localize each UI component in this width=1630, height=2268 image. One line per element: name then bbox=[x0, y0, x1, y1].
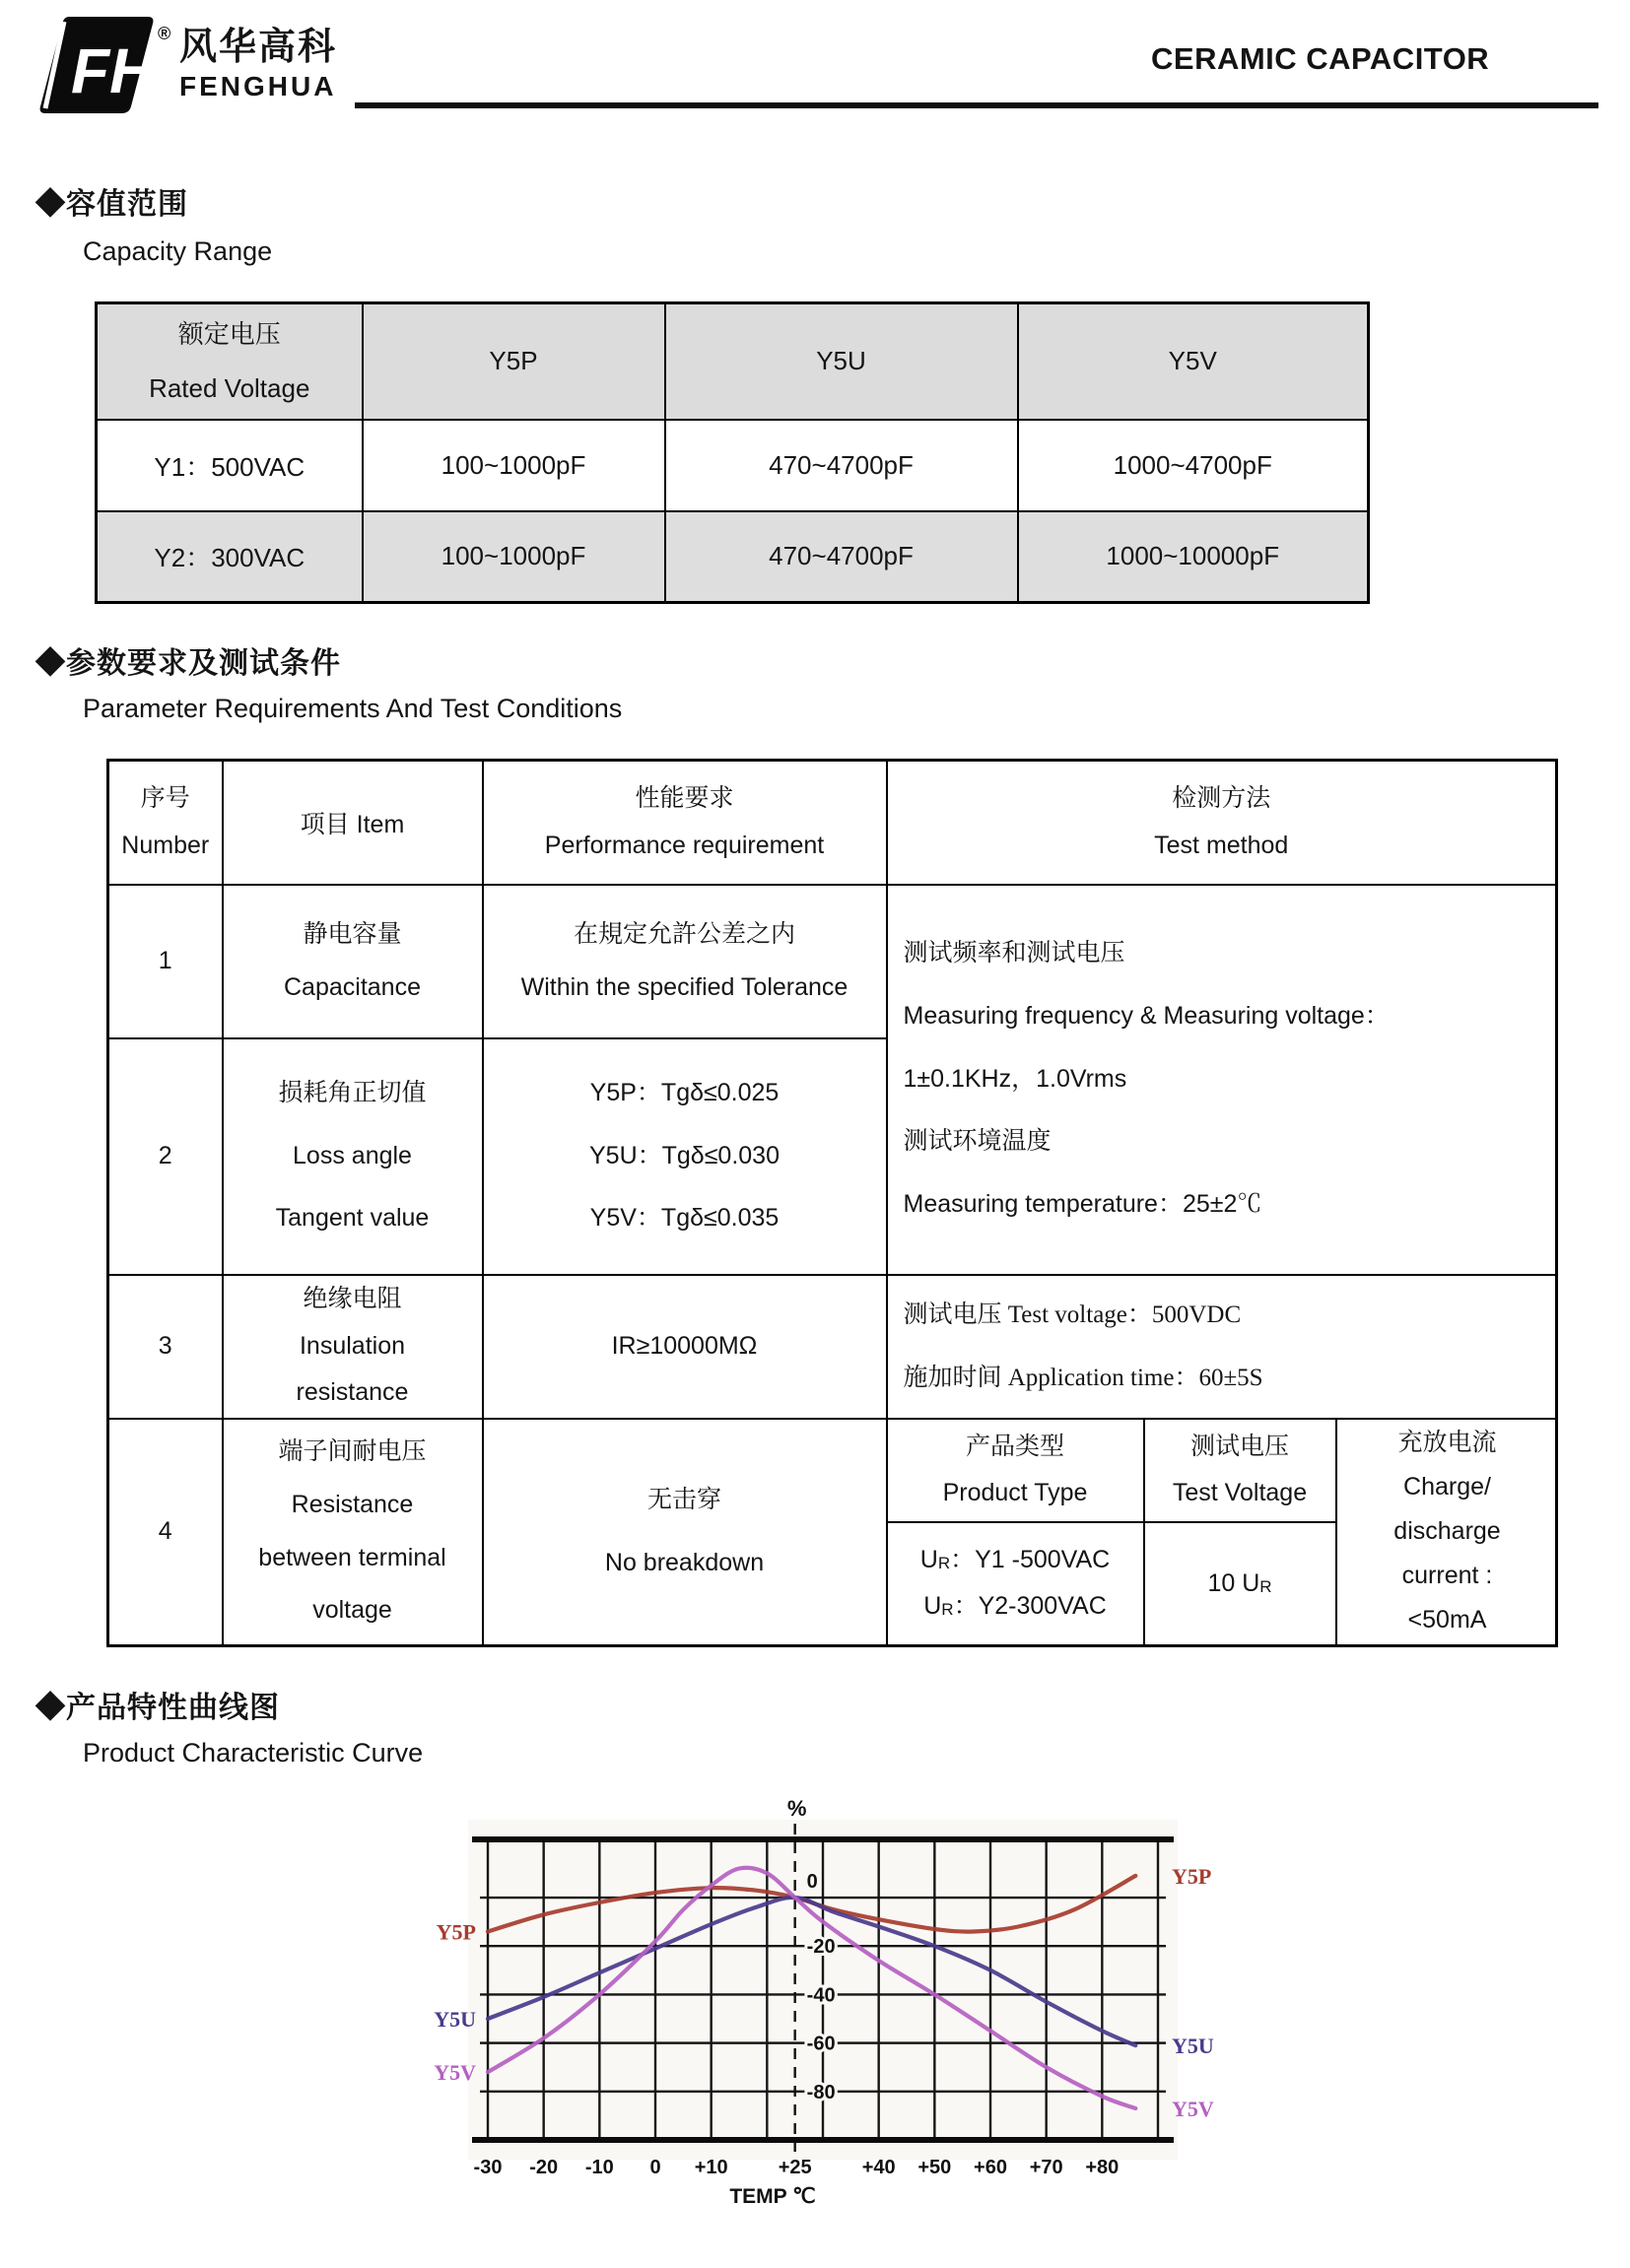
charge-line: discharge bbox=[1393, 1517, 1501, 1545]
section3-heading-cn: ◆产品特性曲线图 bbox=[35, 1692, 280, 1724]
method-header bbox=[887, 761, 1557, 885]
registered-trademark-icon: ® bbox=[158, 24, 171, 43]
characteristic-curve-chart bbox=[414, 1795, 1232, 2209]
x-tick-label: -10 bbox=[584, 2157, 614, 2178]
table-header-row bbox=[97, 303, 1369, 420]
charge-line: <50mA bbox=[1407, 1606, 1487, 1634]
x-tick-label: 0 bbox=[649, 2157, 661, 2178]
fenghua-logo-icon bbox=[37, 14, 154, 116]
row-number: 3 bbox=[108, 1275, 223, 1419]
x-axis-label: TEMP ℃ bbox=[729, 2185, 816, 2208]
method-line: Measuring frequency & Measuring voltage： bbox=[903, 1001, 1390, 1030]
item-line: voltage bbox=[312, 1596, 392, 1625]
col-header-y5p: Y5P bbox=[363, 303, 665, 420]
item-line: between terminal bbox=[258, 1543, 446, 1571]
item-line: 静电容量 bbox=[303, 919, 402, 948]
cell: 470~4700pF bbox=[665, 420, 1018, 511]
item-cell bbox=[223, 1275, 483, 1419]
method-line: 1±0.1KHz，1.0Vrms bbox=[903, 1064, 1127, 1093]
test-voltage-header bbox=[1144, 1420, 1336, 1522]
ur-line: UR：Y2-300VAC bbox=[923, 1592, 1107, 1620]
section2-heading-cn: ◆参数要求及测试条件 bbox=[35, 647, 341, 680]
method-line: 测试环境温度 bbox=[903, 1127, 1052, 1156]
cell: 100~1000pF bbox=[363, 420, 665, 511]
curve-label-left-Y5P: Y5P bbox=[436, 1919, 476, 1945]
item-line: Loss angle bbox=[293, 1141, 412, 1169]
y-tick-label: -40 bbox=[806, 1984, 836, 2007]
number-header-cn: 序号 bbox=[140, 784, 190, 813]
row-number: 4 bbox=[108, 1419, 223, 1646]
cell: Y2：300VAC bbox=[97, 511, 363, 603]
method-line: 测试电压 Test voltage：500VDC bbox=[903, 1301, 1242, 1328]
brand-text bbox=[179, 28, 337, 102]
x-tick-label: +60 bbox=[974, 2157, 1007, 2178]
method-line: 测试频率和测试电压 bbox=[903, 939, 1125, 967]
logo-letters: FH bbox=[71, 35, 154, 106]
number-header-en: Number bbox=[121, 831, 210, 859]
product-type-header bbox=[888, 1420, 1144, 1522]
x-tick-label: +80 bbox=[1085, 2157, 1120, 2178]
y-tick-label: -20 bbox=[806, 1936, 836, 1959]
table-row-4 bbox=[108, 1419, 1557, 1646]
performance-header-en: Performance requirement bbox=[544, 831, 825, 859]
curve-label-left-Y5U: Y5U bbox=[434, 2007, 476, 2033]
charge-discharge-cell bbox=[1336, 1420, 1558, 1644]
table-row bbox=[97, 511, 1369, 603]
header-rule bbox=[355, 102, 1598, 108]
item-line: 绝缘电阻 bbox=[303, 1285, 402, 1313]
performance-line: Y5U：Tgδ≤0.030 bbox=[588, 1141, 780, 1169]
method-line: Measuring temperature：25±2℃ bbox=[903, 1190, 1262, 1219]
curve-label-right-Y5V: Y5V bbox=[1172, 2097, 1214, 2122]
subtable-header-row bbox=[888, 1420, 1558, 1522]
x-tick-label: -30 bbox=[473, 2157, 503, 2178]
cell: 1000~4700pF bbox=[1018, 420, 1369, 511]
rated-voltage-header-en: Rated Voltage bbox=[149, 372, 310, 403]
col-header-y5u: Y5U bbox=[665, 303, 1018, 420]
section1-heading-en: Capacity Range bbox=[83, 236, 273, 266]
ur-line: UR：Y1 -500VAC bbox=[919, 1545, 1111, 1573]
brand-name-cn: 风华高科 bbox=[179, 27, 338, 68]
cell: Y1：500VAC bbox=[97, 420, 363, 511]
item-header: 项目 Item bbox=[223, 761, 483, 885]
product-type-header-cn: 产品类型 bbox=[965, 1432, 1064, 1460]
y-tick-label: 0 bbox=[806, 1871, 818, 1894]
charge-line: current : bbox=[1401, 1562, 1493, 1589]
y-tick-label: -80 bbox=[806, 2081, 836, 2103]
performance-line: Y5V：Tgδ≤0.035 bbox=[589, 1204, 780, 1233]
number-header bbox=[108, 761, 223, 885]
rated-voltage-header bbox=[97, 303, 363, 420]
item-line: resistance bbox=[296, 1378, 409, 1407]
method-cell-row-3 bbox=[887, 1275, 1557, 1419]
withstand-voltage-subtable bbox=[888, 1420, 1558, 1644]
performance-line: Within the specified Tolerance bbox=[520, 972, 849, 1001]
chart-svg bbox=[414, 1795, 1232, 2209]
test-voltage-header-en: Test Voltage bbox=[1172, 1479, 1308, 1506]
item-cell bbox=[223, 885, 483, 1038]
cell: 470~4700pF bbox=[665, 511, 1018, 603]
performance-cell: IR≥10000MΩ bbox=[483, 1275, 887, 1419]
method-cell-row-4 bbox=[887, 1419, 1557, 1646]
performance-line: Y5P：Tgδ≤0.025 bbox=[589, 1078, 780, 1106]
item-line: Insulation bbox=[299, 1331, 406, 1360]
brand-name-en: FENGHUA bbox=[179, 70, 337, 101]
item-line: 损耗角正切值 bbox=[278, 1078, 427, 1106]
performance-cell bbox=[483, 1419, 887, 1646]
test-voltage-header-cn: 测试电压 bbox=[1189, 1432, 1289, 1460]
row-number: 1 bbox=[108, 885, 223, 1038]
rated-voltage-values-cell bbox=[888, 1522, 1144, 1644]
x-tick-label: -20 bbox=[529, 2157, 559, 2178]
curve-label-left-Y5V: Y5V bbox=[434, 2060, 476, 2086]
table-row-1 bbox=[108, 885, 1557, 1038]
cell: 1000~10000pF bbox=[1018, 511, 1369, 603]
section1-heading-cn: ◆容值范围 bbox=[35, 188, 188, 221]
curve-label-right-Y5U: Y5U bbox=[1172, 2034, 1214, 2059]
item-cell bbox=[223, 1038, 483, 1275]
performance-header bbox=[483, 761, 887, 885]
item-line: Capacitance bbox=[284, 972, 421, 1001]
product-type-header-en: Product Type bbox=[942, 1479, 1088, 1506]
x-tick-label: +10 bbox=[694, 2157, 728, 2178]
cell: 100~1000pF bbox=[363, 511, 665, 603]
x-tick-label: +50 bbox=[917, 2157, 952, 2178]
col-header-y5v: Y5V bbox=[1018, 303, 1369, 420]
x-tick-label: +70 bbox=[1029, 2157, 1063, 2178]
method-header-cn: 检测方法 bbox=[1172, 784, 1271, 813]
curve-label-right-Y5P: Y5P bbox=[1172, 1863, 1212, 1889]
test-voltage-value-cell: 10 UR bbox=[1144, 1522, 1336, 1644]
item-line: 端子间耐电压 bbox=[278, 1437, 427, 1465]
item-line: Tangent value bbox=[275, 1204, 430, 1233]
performance-header-cn: 性能要求 bbox=[635, 784, 734, 813]
y-tick-label: -60 bbox=[806, 2033, 836, 2055]
page-title: CERAMIC CAPACITOR bbox=[1151, 41, 1490, 76]
table-row bbox=[97, 420, 1369, 511]
x-tick-label: +25 bbox=[778, 2157, 812, 2178]
brand-logo bbox=[37, 14, 154, 121]
performance-line: 在規定允許公差之内 bbox=[573, 919, 795, 948]
section3-heading-en: Product Characteristic Curve bbox=[83, 1738, 424, 1768]
rated-voltage-header-cn: 额定电压 bbox=[177, 319, 281, 350]
performance-cell bbox=[483, 885, 887, 1038]
performance-line: 无击穿 bbox=[646, 1486, 721, 1513]
charge-line: 充放电流 bbox=[1397, 1429, 1497, 1456]
item-line: Resistance bbox=[291, 1490, 414, 1518]
y-axis-unit-label: % bbox=[786, 1796, 807, 1821]
performance-line: No breakdown bbox=[604, 1548, 765, 1576]
capacity-range-table bbox=[95, 301, 1370, 604]
x-tick-label: +40 bbox=[861, 2157, 896, 2178]
row-number: 2 bbox=[108, 1038, 223, 1275]
item-cell bbox=[223, 1419, 483, 1646]
table-header-row bbox=[108, 761, 1557, 885]
table-row-3 bbox=[108, 1275, 1557, 1419]
method-cell-rows-1-2 bbox=[887, 885, 1557, 1275]
performance-cell bbox=[483, 1038, 887, 1275]
parameters-table bbox=[106, 759, 1558, 1647]
charge-line: Charge/ bbox=[1403, 1473, 1491, 1501]
method-header-en: Test method bbox=[1154, 831, 1289, 859]
method-line: 施加时间 Application time：60±5S bbox=[903, 1364, 1263, 1391]
section2-heading-en: Parameter Requirements And Test Conditions bbox=[83, 694, 623, 723]
